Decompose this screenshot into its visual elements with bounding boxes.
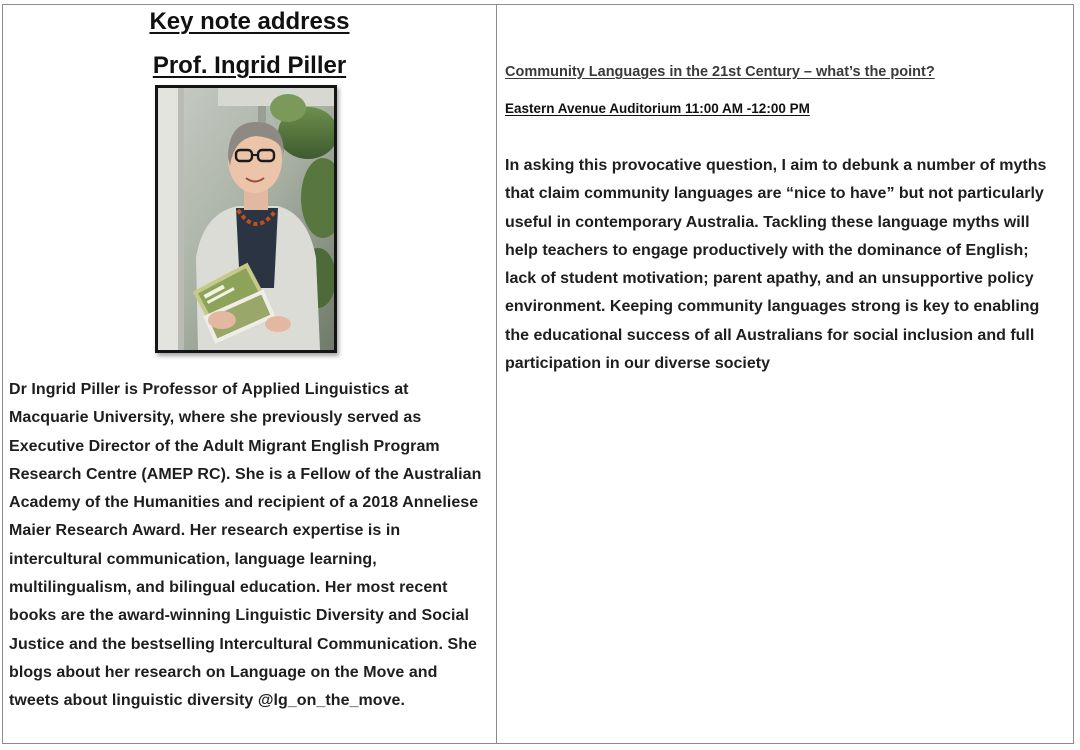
keynote-heading: Key note address [149,8,350,35]
column-divider [496,5,497,743]
speaker-name: Prof. Ingrid Piller [152,52,347,79]
speaker-bio: Dr Ingrid Piller is Professor of Applied Linguistics at Macquarie University, where she previously served as Executive Director of the Adult Migrant English Program Research Centre (AMEP RC). She is a Fellow of the Australian Academy of the Humanities and recipient of a 2018 Anneliese Maier Research Award. Her research expertise is in intercultural communication, language learning, multilingualism, and bilingual education. Her most recent books are the award-winning Linguistic Diversity and Social Justice and the bestselling Intercultural Communication. She blogs about her research on Language on the Move and tweets about linguistic diversity @lg_on_the_move. [9,381,482,710]
speaker-portrait-image [158,88,334,350]
venue-time: Eastern Avenue Auditorium 11:00 AM -12:00 PM [505,101,810,116]
speaker-cell [3,5,496,743]
talk-cell [498,5,1073,743]
speaker-photo [155,85,337,353]
keynote-table [2,4,1074,744]
talk-title: Community Languages in the 21st Century – what’s the point? [505,64,935,80]
talk-abstract: In asking this provocative question, I aim to debunk a number of myths that claim community languages are “nice to have” but not particularly useful in contemporary Australia. Tackling these language myths will help teachers to engage productively with the dominance of English; lack of student motivation; parent apathy, and an unsupportive policy environment. Keeping community languages strong is key to enabling the educational success of all Australians for social inclusion and full participation in our diverse society [505,157,1047,373]
